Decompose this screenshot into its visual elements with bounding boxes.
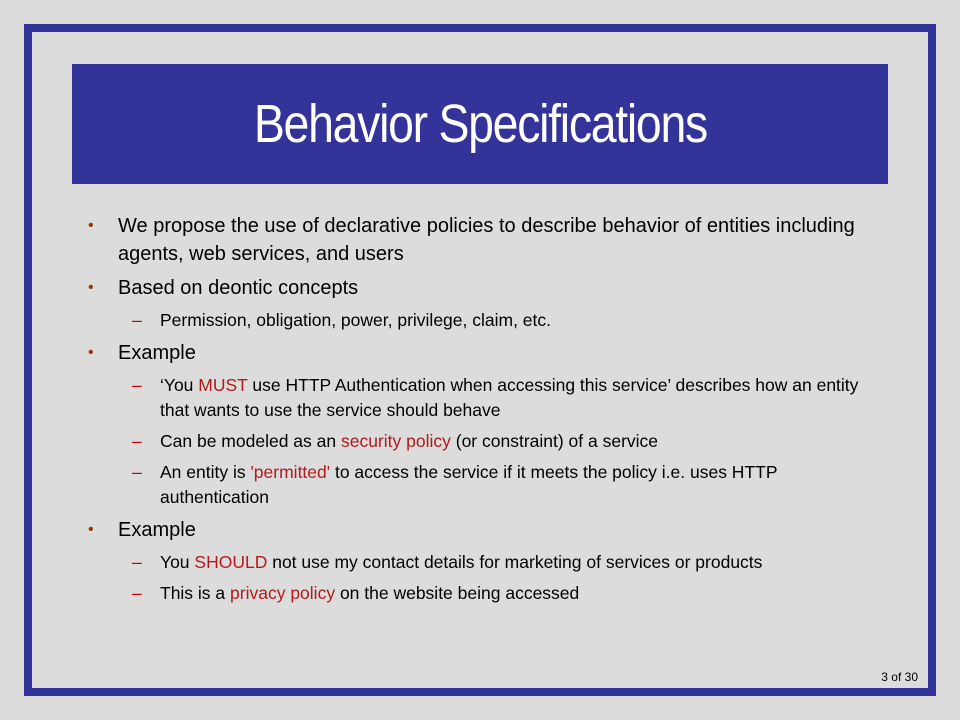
sub-bullet-text: Can be modeled as an [160,431,341,451]
bullet-text: Example [118,519,196,541]
sub-bullet-item [82,550,882,575]
sub-bullet-text: ‘You [160,375,199,395]
bullet-text: Based on deontic concepts [118,277,359,299]
dash-marker: – [132,310,142,330]
sub-bullet-item [82,308,882,333]
bullet-item [82,516,882,544]
highlight-text: privacy policy [230,583,336,603]
page-number: 3 of 30 [881,670,918,684]
highlight-text: security policy [340,431,451,451]
sub-bullet-text: not use my contact details for marketing of services or products [267,552,763,572]
slide-frame [24,24,936,696]
dash-marker: – [132,462,142,482]
sub-bullet-item [82,581,882,606]
sub-bullet-text: An entity is [160,462,251,482]
dash-marker: – [132,583,142,603]
bullet-marker: • [88,217,94,234]
highlight-text: SHOULD [194,552,268,572]
bullet-text: We propose the use of declarative policies to describe behavior of entities including agents, web services, and users [118,215,855,265]
dash-marker: – [132,375,142,395]
bullet-item [82,339,882,367]
sub-bullet-item [82,460,882,510]
sub-bullet-item [82,429,882,454]
sub-bullet-text: (or constraint) of a service [450,431,659,451]
slide-content [82,212,882,612]
sub-bullet-item [82,373,882,423]
sub-bullet-text: to access the service if it meets the policy i.e. uses HTTP authentication [160,462,778,507]
title-bar [72,64,888,184]
bullet-item [82,212,882,268]
dash-marker: – [132,552,142,572]
sub-bullet-text: This is a [160,583,231,603]
bullet-item [82,274,882,302]
bullet-marker: • [88,521,94,538]
sub-bullet-text: use HTTP Authentication when accessing this service’ describes how an entity that wants to use the service should behave [160,375,859,420]
bullet-marker: • [88,279,94,296]
highlight-text: MUST [198,375,248,395]
sub-bullet-text: Permission, obligation, power, privilege, claim, etc. [160,310,552,330]
sub-bullet-text: You [160,552,195,572]
bullet-text: Example [118,342,196,364]
sub-bullet-text: on the website being accessed [335,583,580,603]
dash-marker: – [132,431,142,451]
bullet-marker: • [88,344,94,361]
highlight-text: 'permitted' [250,462,331,482]
slide-title: Behavior Specifications [253,94,707,154]
